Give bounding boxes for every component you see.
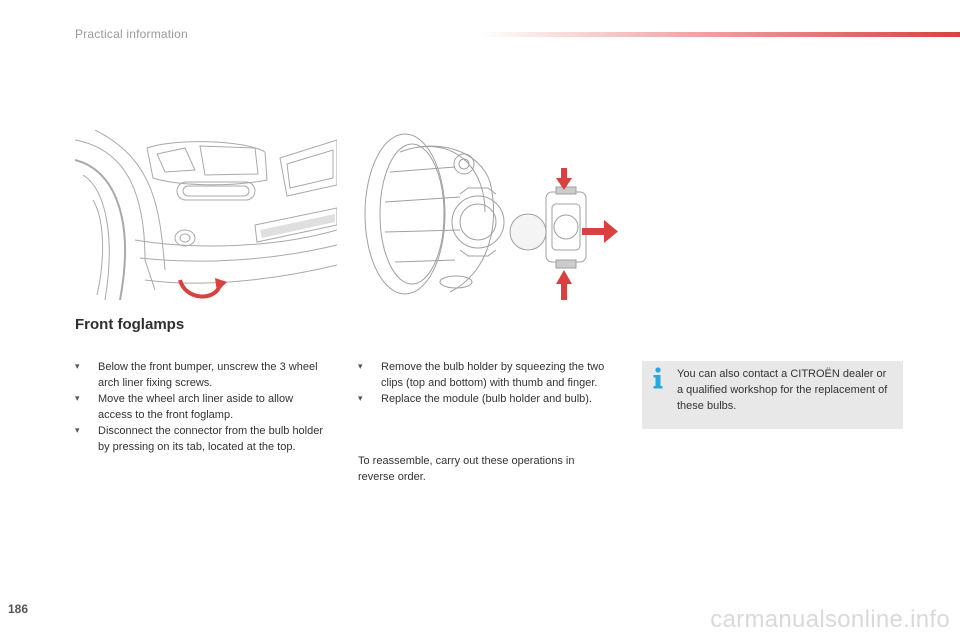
header-accent-bar: [480, 32, 960, 37]
page-number: 186: [8, 602, 29, 616]
step-text: Remove the bulb holder by squeezing the two clips (top and bottom) with thumb and finger.: [381, 361, 605, 389]
step-item: [358, 391, 620, 407]
section-title: Practical information: [75, 27, 188, 41]
step-bullet-icon: ▾: [358, 394, 363, 404]
step-text: Below the front bumper, unscrew the 3 wheel arch liner fixing screws.: [98, 361, 318, 389]
step-bullet-icon: ▾: [75, 394, 80, 404]
section-heading: Front foglamps: [75, 316, 185, 333]
info-box: [642, 361, 903, 429]
watermark: carmanualsonline.info: [710, 606, 950, 633]
step-text: Move the wheel arch liner aside to allow access to the front foglamp.: [98, 393, 294, 421]
info-icon: [652, 367, 664, 389]
step-item: [358, 359, 620, 391]
step-item: [75, 391, 325, 423]
step-text: Disconnect the connector from the bulb holder by pressing on its tab, located at the top.: [98, 425, 324, 453]
steps-column-1: [75, 359, 325, 455]
steps-column-2: [358, 359, 620, 407]
foglamp-bulb-holder-illustration: [360, 132, 622, 304]
front-bumper-illustration: [75, 130, 337, 302]
step-bullet-icon: ▾: [358, 362, 363, 372]
step-bullet-icon: ▾: [75, 426, 80, 436]
step-bullet-icon: ▾: [75, 362, 80, 372]
info-text: You can also contact a CITROËN dealer or a qualified workshop for the replacement of these bulbs.: [677, 368, 888, 412]
step-item: [75, 423, 325, 455]
step-text: Replace the module (bulb holder and bulb).: [381, 393, 592, 405]
step-item: [75, 359, 325, 391]
reassembly-note: To reassemble, carry out these operations in reverse order.: [358, 455, 575, 483]
